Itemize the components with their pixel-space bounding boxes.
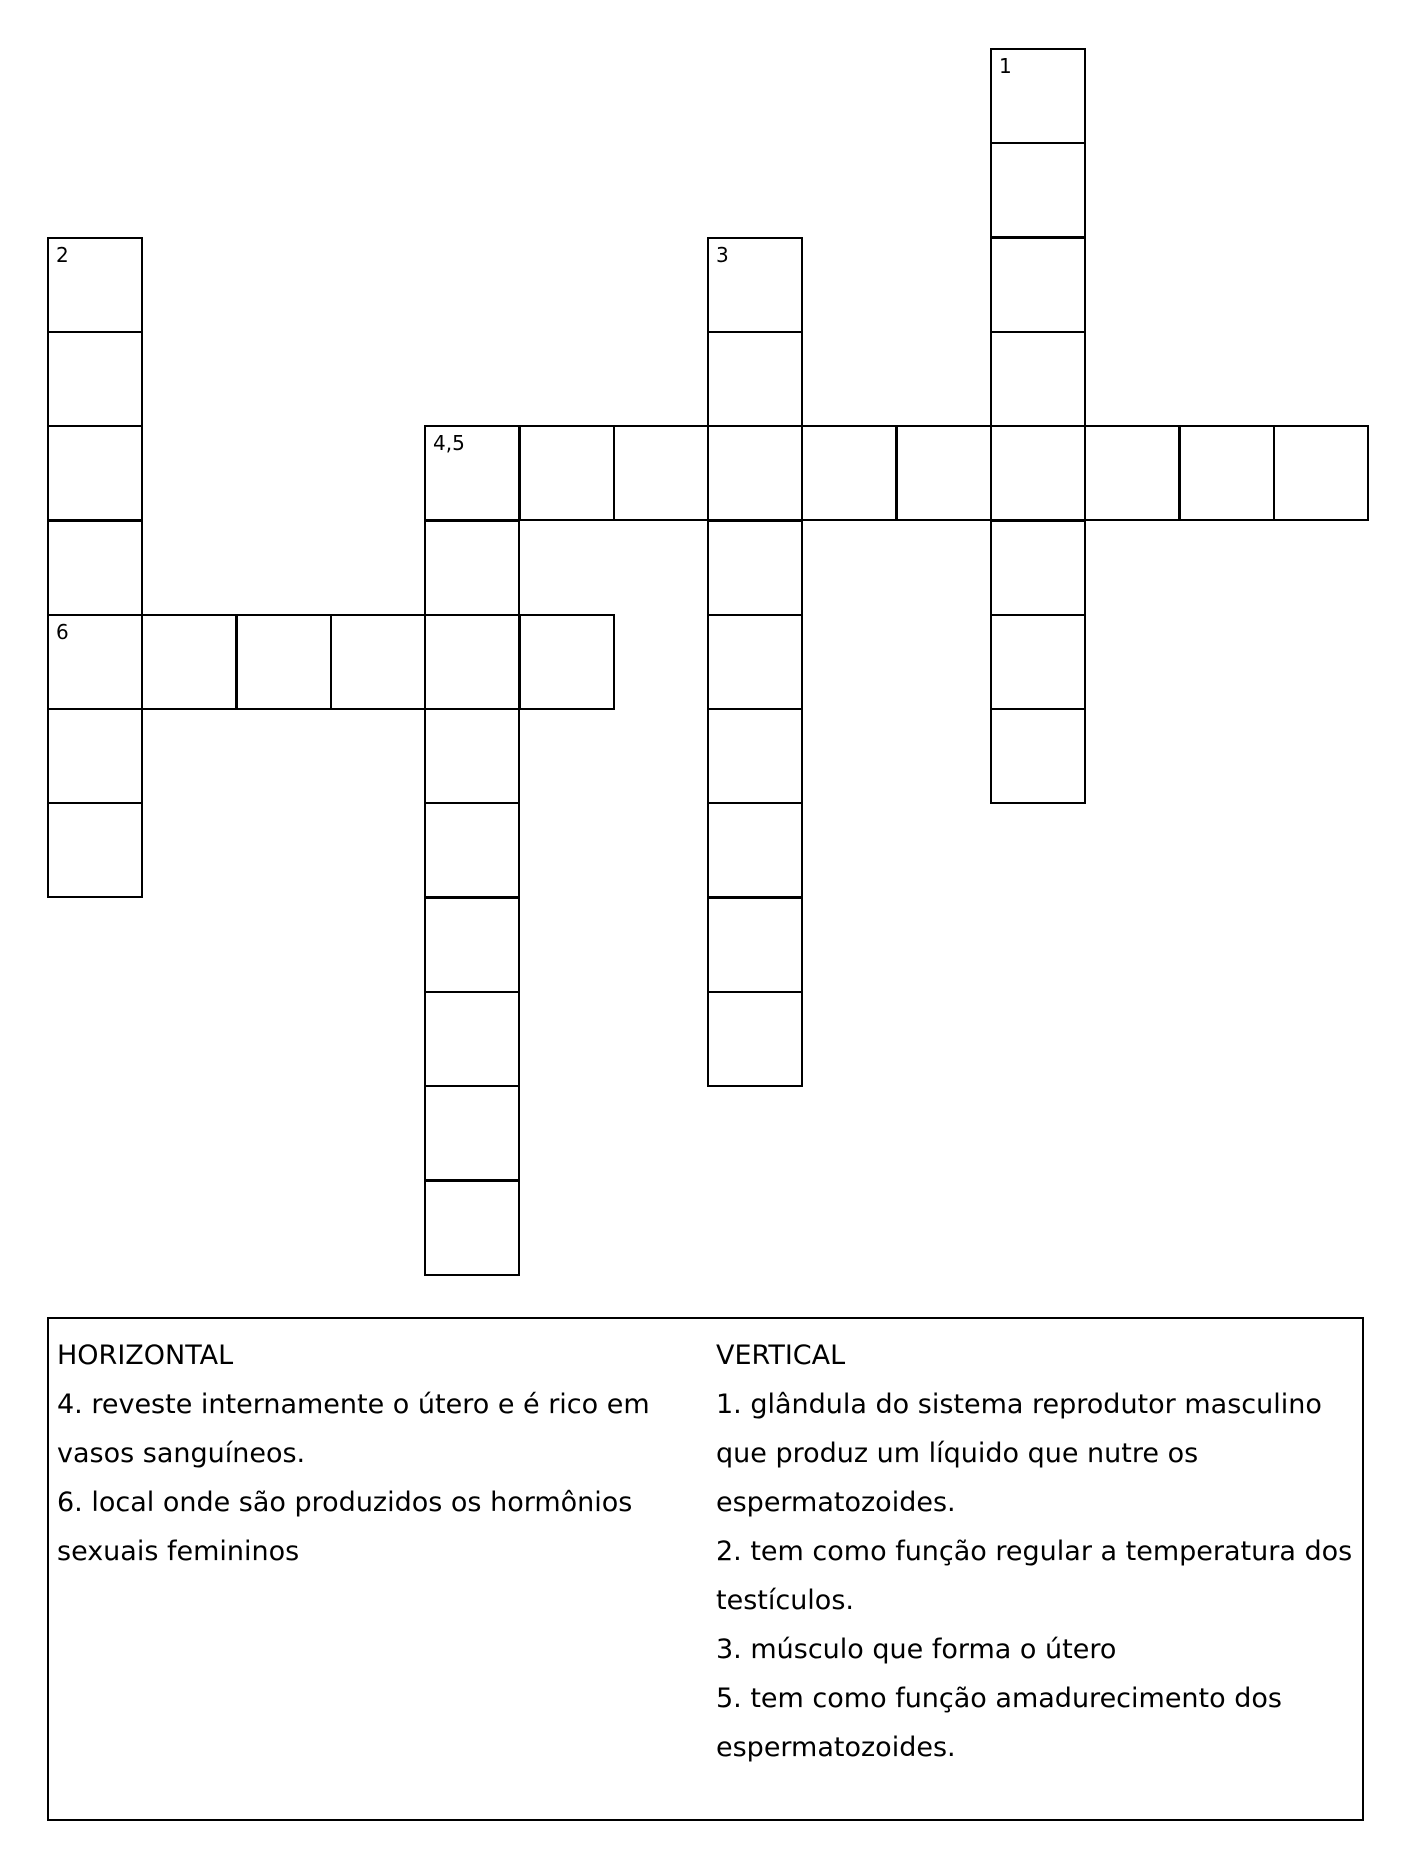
vertical-clues: [716, 1331, 1356, 1772]
crossword-cell[interactable]: [990, 142, 1086, 238]
crossword-cell[interactable]: [707, 708, 803, 804]
crossword-cell[interactable]: [424, 708, 520, 804]
crossword-cell[interactable]: [1273, 425, 1369, 521]
crossword-cell[interactable]: [990, 708, 1086, 804]
crossword-cell[interactable]: [47, 802, 143, 898]
clue-line: vasos sanguíneos.: [57, 1438, 306, 1469]
crossword-cell[interactable]: [519, 425, 615, 521]
crossword-cell[interactable]: [613, 425, 709, 521]
crossword-cell[interactable]: [424, 614, 520, 710]
clue-line: que produz um líquido que nutre os: [716, 1438, 1199, 1469]
clue-line: espermatozoides.: [716, 1732, 956, 1763]
crossword-cell[interactable]: [1179, 425, 1275, 521]
clue-number: 6: [56, 620, 69, 644]
clue-line: 2. tem como função regular a temperatura dos: [716, 1536, 1353, 1567]
crossword-cell[interactable]: [424, 520, 520, 616]
crossword-cell[interactable]: [990, 425, 1086, 521]
crossword-cell[interactable]: [707, 802, 803, 898]
crossword-cell[interactable]: [424, 991, 520, 1087]
crossword-cell[interactable]: [47, 614, 143, 710]
clue-line: espermatozoides.: [716, 1487, 956, 1518]
crossword-cell[interactable]: [424, 802, 520, 898]
crossword-cell[interactable]: [424, 1085, 520, 1181]
crossword-cell[interactable]: [707, 614, 803, 710]
crossword-cell[interactable]: [47, 520, 143, 616]
clue-number: 4,5: [433, 431, 465, 455]
clue-number: 1: [999, 54, 1012, 78]
crossword-cell[interactable]: [424, 897, 520, 993]
crossword-cell[interactable]: [990, 614, 1086, 710]
clues-box: [47, 1317, 1364, 1821]
crossword-cell[interactable]: [707, 897, 803, 993]
crossword-cell[interactable]: [990, 331, 1086, 427]
crossword-cell[interactable]: [990, 520, 1086, 616]
clue-line: 1. glândula do sistema reprodutor masculino: [716, 1389, 1322, 1420]
clue-line: 6. local onde são produzidos os hormônios: [57, 1487, 633, 1518]
horizontal-heading: HORIZONTAL: [57, 1340, 234, 1371]
clue-line: 5. tem como função amadurecimento dos: [716, 1683, 1282, 1714]
crossword-cell[interactable]: [707, 237, 803, 333]
crossword-cell[interactable]: [519, 614, 615, 710]
clue-line: 4. reveste internamente o útero e é rico em: [57, 1389, 650, 1420]
crossword-cell[interactable]: [47, 331, 143, 427]
crossword-cell[interactable]: [990, 237, 1086, 333]
crossword-cell[interactable]: [990, 48, 1086, 144]
vertical-heading: VERTICAL: [716, 1340, 846, 1371]
crossword-cell[interactable]: [47, 237, 143, 333]
crossword-cell[interactable]: [707, 520, 803, 616]
crossword-cell[interactable]: [1084, 425, 1180, 521]
crossword-cell[interactable]: [707, 331, 803, 427]
clue-line: 3. músculo que forma o útero: [716, 1634, 1117, 1665]
crossword-cell[interactable]: [707, 425, 803, 521]
clue-line: sexuais femininos: [57, 1536, 300, 1567]
crossword-cell[interactable]: [424, 1180, 520, 1276]
crossword-cell[interactable]: [141, 614, 237, 710]
crossword-cell[interactable]: [236, 614, 332, 710]
crossword-cell[interactable]: [47, 708, 143, 804]
crossword-cell[interactable]: [424, 425, 520, 521]
crossword-cell[interactable]: [330, 614, 426, 710]
crossword-cell[interactable]: [707, 991, 803, 1087]
horizontal-clues: [57, 1331, 687, 1576]
crossword-cell[interactable]: [47, 425, 143, 521]
clue-number: 3: [716, 243, 729, 267]
clue-line: testículos.: [716, 1585, 854, 1616]
crossword-cell[interactable]: [896, 425, 992, 521]
clue-number: 2: [56, 243, 69, 267]
crossword-cell[interactable]: [801, 425, 897, 521]
